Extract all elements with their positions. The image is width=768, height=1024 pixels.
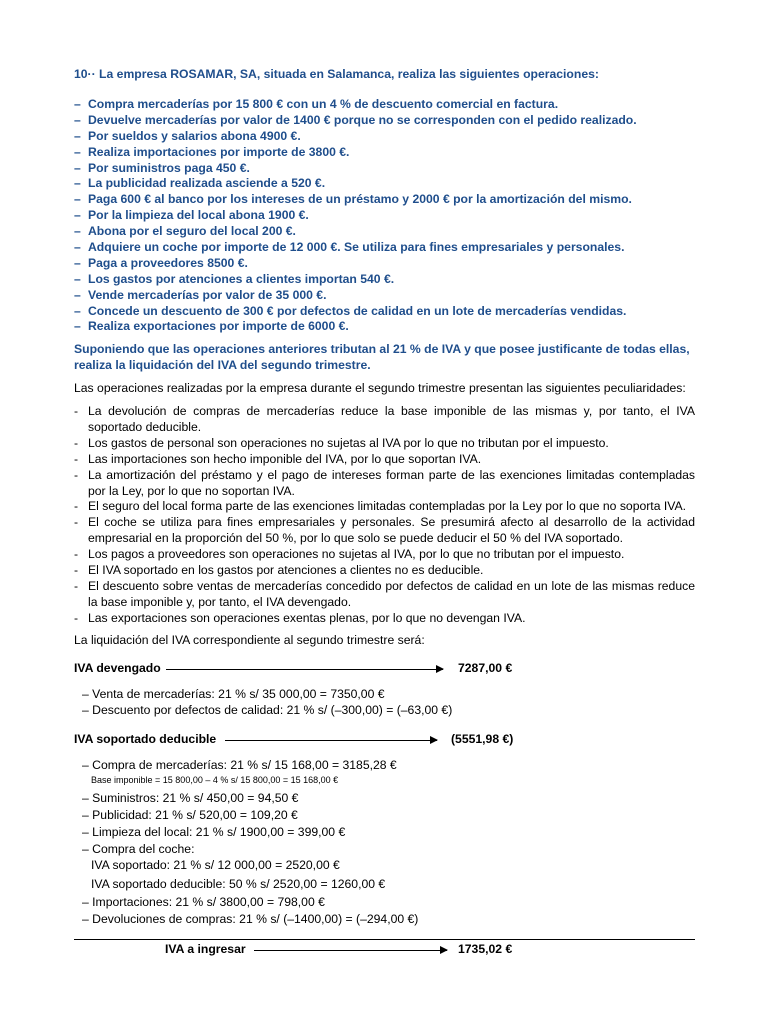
operation-text: Paga a proveedores 8500 €. [88,255,248,270]
peculiarity-item [74,579,695,611]
exercise-heading: 10·· La empresa ROSAMAR, SA, situada en Salamanca, realiza las siguientes operaciones: [74,67,599,81]
peculiarity-item [74,563,695,579]
peculiarity-item [74,404,695,436]
peculiarity-item [74,499,695,515]
operation-text: Adquiere un coche por importe de 12 000 €. Se utiliza para fines empresariales y personales. [88,240,625,255]
operation-item [74,272,637,288]
operation-item [74,208,637,224]
operation-item [74,256,637,272]
operation-item [74,192,637,208]
operation-item [74,129,637,145]
peculiarity-item [74,547,695,563]
iva-soportado-total: (5551,98 €) [451,732,514,746]
exercise-question: Suponiendo que las operaciones anteriores tributan al 21 % de IVA y que posee justificante de todas ellas, realiza la liquidación del IVA del segundo trimestre. [74,342,690,372]
operation-item [74,304,637,320]
iva-ingresar-total: 1735,02 € [458,942,513,956]
operation-text: La publicidad realizada asciende a 520 €. [88,176,326,191]
peculiarity-item [74,611,695,627]
peculiarity-text: Los pagos a proveedores son operaciones no sujetas al IVA, por lo que no tributan por el impuesto. [88,547,625,562]
list-dash: – [74,144,81,159]
operation-text: Por suministros paga 450 €. [88,160,250,175]
list-dash: – [74,97,81,111]
operation-text: Abona por el seguro del local 200 €. [88,224,296,239]
operation-text: Devuelve mercaderías por valor de 1400 € porque no se corresponden con el pedido realizado. [88,112,637,127]
peculiarity-text: Los gastos de personal son operaciones no sujetas al IVA por lo que no tributan por el impuesto. [88,435,609,450]
soportado-line: – Compra del coche: [82,842,195,856]
peculiarity-text: La amortización del préstamo y el pago de intereses forman parte de las exenciones limitadas contempladas por la Ley, por lo que no soportan IVA. [88,467,695,498]
iva-soportado-label: IVA soportado deducible [74,732,217,746]
list-dash: – [74,287,81,302]
list-dash: – [74,112,81,127]
base-imponible-note: Base imponible = 15 800,00 – 4 % s/ 15 800,00 = 15 168,00 € [91,775,339,785]
arrow-icon [166,669,443,670]
list-hyphen: - [74,563,79,578]
list-dash: – [74,303,81,318]
operation-text: Por sueldos y salarios abona 4900 €. [88,128,301,143]
list-hyphen: - [74,578,79,593]
soportado-line: – Suministros: 21 % s/ 450,00 = 94,50 € [82,791,299,805]
peculiarities-intro: Las operaciones realizadas por la empresa durante el segundo trimestre presentan las siguientes peculiaridades: [74,381,686,395]
list-dash: – [74,128,81,143]
operation-item [74,97,637,113]
soportado-line: – Limpieza del local: 21 % s/ 1900,00 = 399,00 € [82,825,346,839]
list-dash: – [74,240,81,255]
list-hyphen: - [74,610,79,625]
operation-item [74,176,637,192]
iva-devengado-label: IVA devengado [74,661,161,675]
peculiarity-text: Las exportaciones son operaciones exentas plenas, por lo que no devengan IVA. [88,610,526,625]
soportado-line: – Devoluciones de compras: 21 % s/ (–1400,00) = (–294,00 €) [82,912,419,926]
soportado-subline: IVA soportado deducible: 50 % s/ 2520,00 = 1260,00 € [91,877,386,891]
list-dash: – [74,319,81,334]
operation-item [74,224,637,240]
list-hyphen: - [74,435,79,450]
devengado-line: – Descuento por defectos de calidad: 21 % s/ (–300,00) = (–63,00 €) [82,703,453,717]
list-dash: – [74,271,81,286]
list-hyphen: - [74,499,79,514]
list-hyphen: - [74,467,79,482]
operation-item [74,161,637,177]
operation-text: Realiza importaciones por importe de 3800 €. [88,144,350,159]
list-hyphen: - [74,404,79,418]
operation-item [74,113,637,129]
peculiarities-list [74,404,695,627]
operation-text: Realiza exportaciones por importe de 6000 €. [88,319,349,334]
list-dash: – [74,176,81,191]
operation-text: Por la limpieza del local abona 1900 €. [88,208,309,223]
operation-text: Compra mercaderías por 15 800 € con un 4 % de descuento comercial en factura. [88,97,559,111]
soportado-line: – Importaciones: 21 % s/ 3800,00 = 798,00 € [82,895,325,909]
liquidation-intro: La liquidación del IVA correspondiente al segundo trimestre será: [74,633,425,647]
soportado-line: – Publicidad: 21 % s/ 520,00 = 109,20 € [82,808,298,822]
operation-item [74,145,637,161]
total-divider [74,939,695,940]
arrow-icon [254,950,447,951]
peculiarity-text: Las importaciones son hecho imponible del IVA, por lo que soportan IVA. [88,451,482,466]
list-dash: – [74,208,81,223]
operation-text: Paga 600 € al banco por los intereses de un préstamo y 2000 € por la amortización del mismo. [88,192,632,207]
arrow-icon [225,740,437,741]
peculiarity-text: El descuento sobre ventas de mercaderías concedido por defectos de calidad en un lote de las mismas reduce la base imponible y, por tanto, el IVA devengado. [88,578,695,609]
operation-text: Vende mercaderías por valor de 35 000 €. [88,287,327,302]
operation-text: Los gastos por atenciones a clientes importan 540 €. [88,271,395,286]
peculiarity-text: El coche se utiliza para fines empresariales y personales. Se presumirá afecto al desarrollo de la actividad empresarial en la proporción del 50 %, por lo que solo se puede deducir el 50 % del IVA soportado. [88,515,695,546]
list-dash: – [74,192,81,207]
peculiarity-item [74,515,695,547]
list-dash: – [74,224,81,239]
list-hyphen: - [74,451,79,466]
peculiarity-text: La devolución de compras de mercaderías reduce la base imponible de las mismas y, por tanto, el IVA soportado deducible. [88,404,695,434]
iva-ingresar-label: IVA a ingresar [165,942,246,956]
operation-item [74,240,637,256]
operation-item [74,319,637,335]
list-hyphen: - [74,515,79,530]
operation-item [74,288,637,304]
peculiarity-item [74,452,695,468]
operations-list [74,97,637,335]
operation-text: Concede un descuento de 300 € por defectos de calidad en un lote de mercaderías vendidas. [88,303,627,318]
list-dash: – [74,255,81,270]
peculiarity-text: El IVA soportado en los gastos por atenciones a clientes no es deducible. [88,563,484,578]
peculiarity-item [74,436,695,452]
peculiarity-item [74,468,695,500]
list-hyphen: - [74,547,79,562]
iva-devengado-total: 7287,00 € [458,661,513,675]
soportado-line: – Compra de mercaderías: 21 % s/ 15 168,00 = 3185,28 € [82,758,397,772]
list-dash: – [74,160,81,175]
soportado-subline: IVA soportado: 21 % s/ 12 000,00 = 2520,00 € [91,858,340,872]
devengado-line: – Venta de mercaderías: 21 % s/ 35 000,00 = 7350,00 € [82,687,385,701]
peculiarity-text: El seguro del local forma parte de las exenciones limitadas contempladas por la Ley por lo que no soporta IVA. [88,499,686,514]
